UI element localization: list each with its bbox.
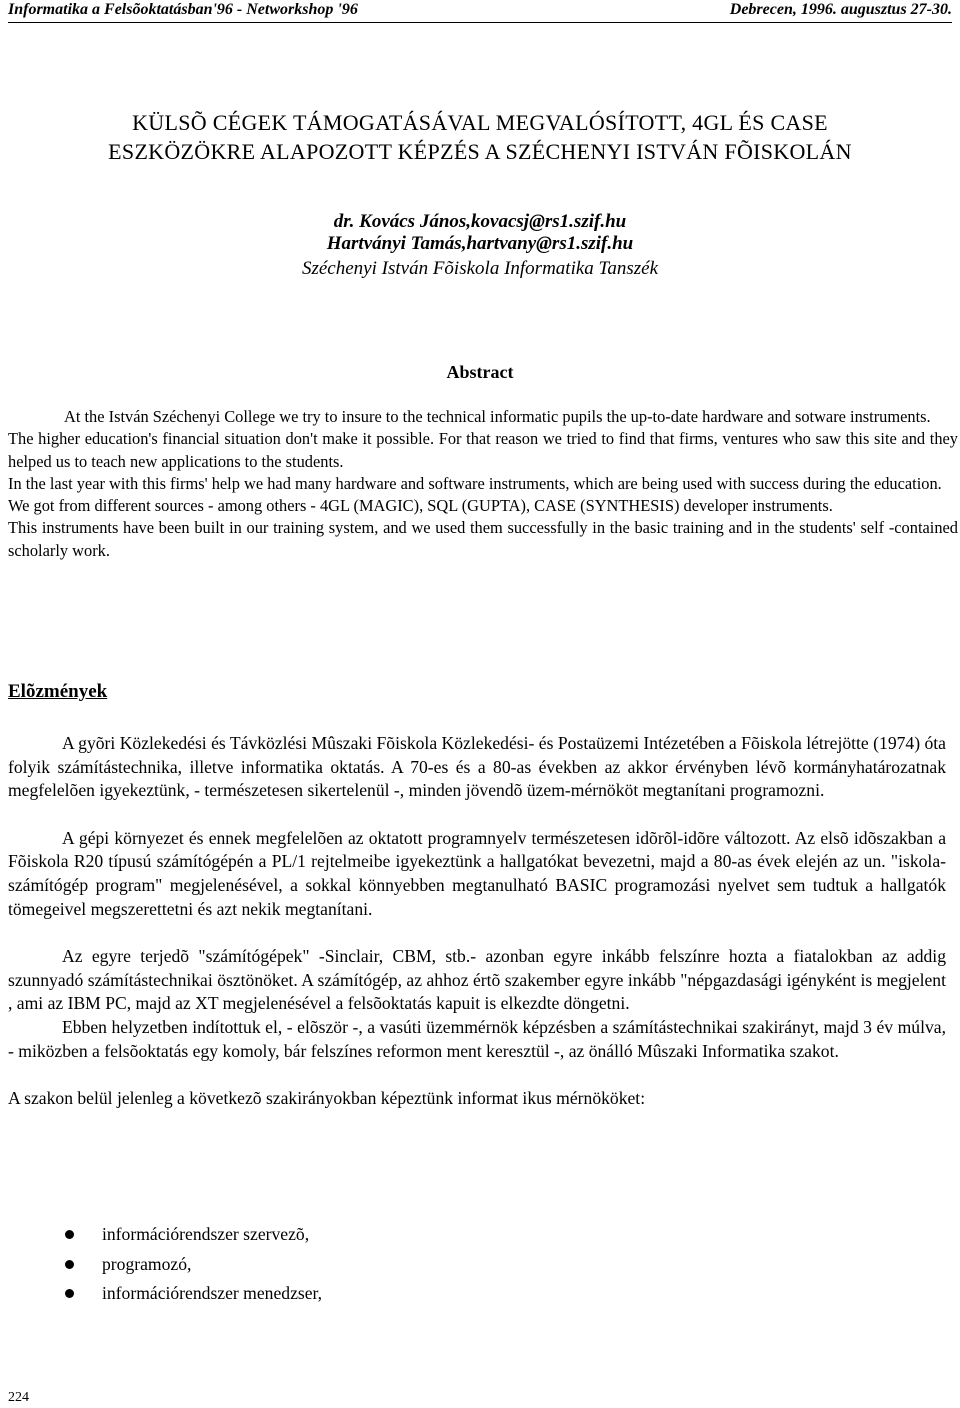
list-item-text: programozó, xyxy=(102,1253,192,1274)
abstract-paragraph: In the last year with this firms' help we had many hardware and software instruments, which are being used with success during the education. xyxy=(8,473,942,493)
header-left: Informatika a Felsõoktatásban'96 - Networkshop '96 xyxy=(8,1,358,18)
bullet-icon xyxy=(65,1289,74,1298)
author-1: dr. Kovács János,kovacsj@rs1.szif.hu xyxy=(333,211,627,232)
author-affiliation: Széchenyi István Fõiskola Informatika Tanszék xyxy=(301,258,659,279)
title-line-2: ESZKÖZÖKRE ALAPOZOTT KÉPZÉS A SZÉCHENYI ISTVÁN FÕISKOLÁN xyxy=(108,139,852,164)
abstract-paragraph: This instruments have been built in our training system, and we used them successfully in the basic training and in the students' self -contained scholarly work. xyxy=(8,518,958,560)
section-body xyxy=(8,732,946,1111)
body-paragraph: A szakon belül jelenleg a következõ szakirányokban képeztünk informat ikus mérnököket: xyxy=(8,1088,646,1109)
abstract-paragraph: The higher education's financial situation don't make it possible. For that reason we tried to find that firms, ventures who saw this site and they helped us to teach new applications to the students. xyxy=(8,429,958,471)
title-line-1: KÜLSÕ CÉGEK TÁMOGATÁSÁVAL MEGVALÓSÍTOTT, 4GL ÉS CASE xyxy=(132,110,828,135)
header-right: Debrecen, 1996. augusztus 27-30. xyxy=(729,1,952,18)
list-item-text: információrendszer menedzser, xyxy=(102,1283,323,1303)
section-heading: Elõzmények xyxy=(8,681,108,702)
running-header xyxy=(8,0,952,23)
body-paragraph: A gyõri Közlekedési és Távközlési Mûszaki Fõiskola Közlekedési- és Postaüzemi Intézetében a Fõiskola létrejötte (1974) óta folyik számítástechnika, illetve informatika oktatás. A 70-es és a 80-as években az akkor érvényben lévõ kormányhatározatnak megfelelõen igyekeztünk, - természetesen sikertelenül -, minden jövendõ üzem-mérnököt megtanítani programozni. xyxy=(8,733,946,801)
list-item xyxy=(64,1220,322,1250)
abstract-paragraph: We got from different sources - among others - 4GL (MAGIC), SQL (GUPTA), CASE (SYNTHESIS) developer instruments. xyxy=(8,496,833,516)
body-paragraph: Az egyre terjedõ "számítógépek" -Sinclair, CBM, stb.- azonban egyre inkább felszínre hozta a fiatalokban az addig szunnyadó számítástechnikai ösztönöket. A számítógép, az ahhoz értõ szakember egyre inkább "népgazdasági igényként is megjelent , ami az IBM PC, majd az XT megjelenésével a felsõoktatás kapuit is elkezdte döngetni. xyxy=(8,946,946,1014)
page-number: 224 xyxy=(8,1390,29,1405)
bullet-icon xyxy=(65,1260,74,1269)
body-paragraph: A gépi környezet és ennek megfelelõen az oktatott programnyelv természetesen idõrõl-idõre változott. Az elsõ idõszakban a Fõiskola R20 típusú számítógépén a PL/1 rejtelmeibe igyekeztünk a hallgatókat bevezetni, majd a 80-as évek elején az un. "iskola-számítógép program" megjelenésével, a sokkal könnyebben megtanulható BASIC programozási nyelvet sem tudtuk a hallgatók tömegeivel megszerettetni és azt nekik megtanítani. xyxy=(8,827,946,919)
bullet-list xyxy=(64,1220,322,1309)
body-paragraph: Ebben helyzetben indítottuk el, - elõször -, a vasúti üzemmérnök képzésben a számítástechnikai szakirányt, majd 3 év múlva, - miközben a felsõoktatás egy komoly, bár felszínes reformon ment keresztül -, az önálló Mûszaki Informatika szakot. xyxy=(8,1016,946,1061)
author-2: Hartványi Tamás,hartvany@rs1.szif.hu xyxy=(326,233,634,254)
paper-title xyxy=(0,108,960,166)
abstract-paragraph: At the István Széchenyi College we try to insure to the technical informatic pupils the up-to-date hardware and sotware instruments. xyxy=(64,407,931,426)
list-item-text: információrendszer szervezõ, xyxy=(102,1224,310,1244)
abstract-heading: Abstract xyxy=(446,362,514,382)
list-item xyxy=(64,1279,322,1309)
bullet-icon xyxy=(65,1230,74,1239)
list-item xyxy=(64,1250,322,1280)
author-block xyxy=(0,211,960,280)
abstract-body xyxy=(8,406,958,562)
